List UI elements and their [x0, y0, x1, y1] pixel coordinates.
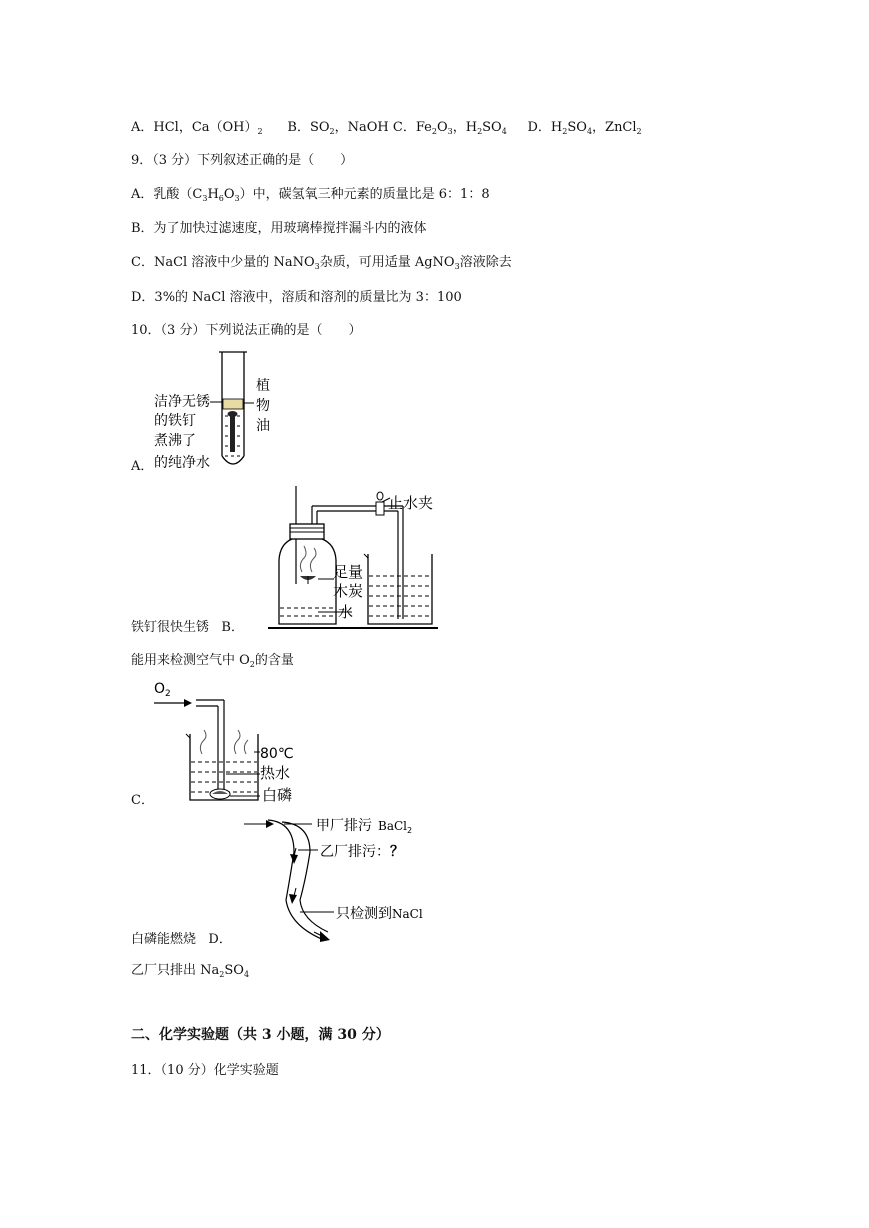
q10-option-d-caption: 乙厂只排出 $Na_2SO_4$ — [131, 963, 250, 979]
q10-option-c-label: C． — [131, 793, 154, 808]
figure-c-beaker-phosphorus — [150, 676, 310, 806]
q9-option-c: C．NaCl 溶液中少量的 NaNO$_3$杂质，可用适量 AgNO$_3$溶液除去 — [131, 255, 512, 271]
label-clean-nail: 洁净无锈 — [154, 394, 210, 410]
q10-stem: 10．（3 分）下列说法正确的是（ ） — [131, 323, 362, 338]
q9-stem: 9．（3 分）下列叙述正确的是（ ） — [131, 153, 354, 168]
q10-option-c-caption: 白磷能燃烧 D． — [131, 932, 232, 947]
q9-option-a: A．乳酸$(C_3H_6O_3)$中，碳氢氧三种元素的质量比是 6：1：8 — [131, 187, 490, 203]
q10-option-a-caption: 铁钉很快生锈 B． — [131, 620, 244, 635]
q10-option-a-label: A． — [131, 459, 154, 474]
q10-option-b-caption: 能用来检测空气中 $O_2$的含量 — [131, 653, 294, 669]
figure-b-bottle-beaker — [268, 484, 448, 634]
q11-stem: 11．（10 分）化学实验题 — [131, 1063, 279, 1078]
q8-options: A．HCl，$Ca(OH)_2$ B．$SO_2$，NaOH C．$Fe_2O_3$，$H_2SO_4$ D．$H_2SO_4$，ZnCl$_2$ — [131, 120, 642, 136]
label-white-phosphorus: 白磷 — [262, 786, 293, 804]
label-factory-a: 甲厂排污 BaCl$_2$ — [316, 818, 413, 835]
label-hot-water: 热水 — [260, 764, 291, 782]
label-factory-b: 乙厂排污：？ — [320, 844, 404, 860]
q9-option-d: D．3%的 NaCl 溶液中，溶质和溶剂的质量比为 3：100 — [131, 290, 462, 305]
figure-a-test-tube — [150, 348, 280, 476]
label-iron-nail: 的铁钉 — [154, 413, 196, 429]
label-pure-water: 的纯净水 — [154, 455, 210, 471]
figure-d-river — [238, 808, 448, 948]
q9-option-b: B．为了加快过滤速度，用玻璃棒搅拌漏斗内的液体 — [131, 221, 427, 236]
label-temperature: 80℃ — [260, 746, 294, 762]
label-oxygen: $O_2$ — [154, 681, 171, 699]
section-2-title: 二、化学实验题（共 3 小题，满 30 分） — [131, 1027, 390, 1043]
label-enough: 足量 — [333, 563, 364, 581]
label-only-nacl: 只检测到NaCl — [336, 906, 423, 922]
label-charcoal: 木炭 — [333, 582, 364, 600]
label-oil-1: 植 — [256, 378, 270, 394]
label-boiled: 煮沸了 — [154, 433, 196, 449]
label-oil-3: 油 — [256, 418, 270, 434]
label-water-clamp: 止水夹 — [388, 494, 434, 512]
label-water: 水 — [338, 603, 354, 621]
label-oil-2: 物 — [256, 398, 270, 414]
